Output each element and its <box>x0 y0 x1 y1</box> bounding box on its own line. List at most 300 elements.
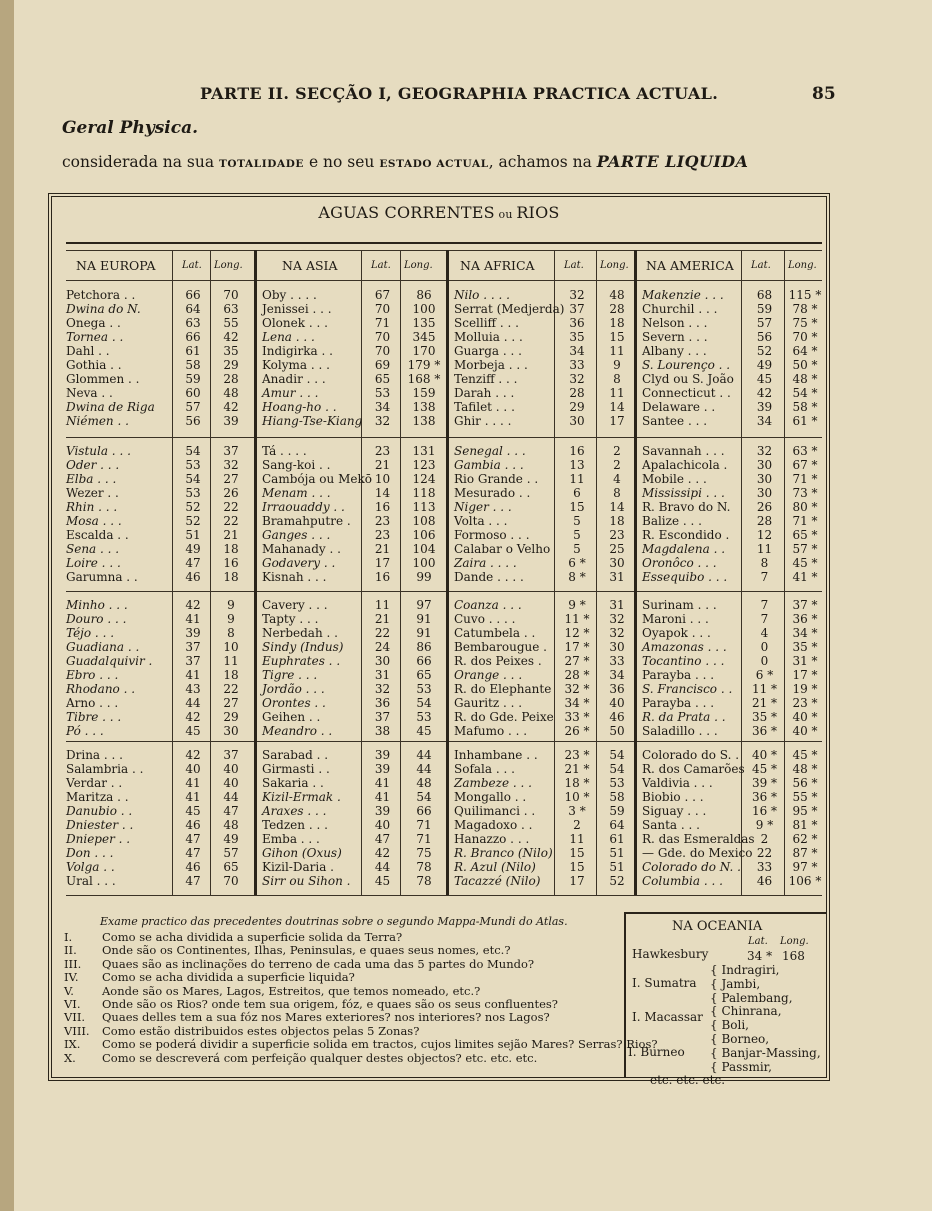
river-long: 42 <box>223 400 239 415</box>
river-lat: 16 <box>569 444 585 458</box>
river-long: 59 <box>609 804 625 819</box>
river-name: S. Lourenço . . <box>642 358 731 373</box>
header-america-long: Long. <box>788 260 817 271</box>
river-name: Formoso . . . <box>454 528 530 543</box>
river-name: Tenziff . . . <box>454 372 518 387</box>
river-long: 11 <box>609 344 625 359</box>
river-lat: 46 <box>756 874 773 889</box>
question-number: IV. <box>64 970 79 985</box>
binding-edge <box>0 0 14 1211</box>
river-lat: 7 <box>760 570 769 585</box>
river-long: 64 <box>609 818 625 833</box>
river-long: 37 <box>223 748 239 762</box>
river-name: Orange . . . <box>454 668 523 683</box>
river-lat: 41 <box>185 790 201 805</box>
question-text: Como se descreverá com perfeição qualquer destes objectos? etc. etc. etc. <box>102 1050 538 1065</box>
river-lat: 33 <box>569 358 585 373</box>
river-lat: 6 * <box>568 556 586 571</box>
river-name: Rio Grande . . <box>454 472 539 487</box>
intro-text-2: e no seu <box>304 153 380 171</box>
river-lat: 16 * <box>751 804 778 819</box>
river-lat: 37 <box>374 710 391 725</box>
intro-line <box>62 152 748 171</box>
river-lat: 9 * <box>568 598 586 612</box>
table-title-end: RIOS <box>516 203 560 222</box>
river-long: 54 <box>416 790 432 805</box>
river-long: 179 * <box>407 358 441 373</box>
river-name: Darah . . . <box>454 386 515 401</box>
question-text: Como se acha dividida a superficie liquida? <box>102 970 355 985</box>
header-europe-long: Long. <box>214 260 243 271</box>
river-long: 9 <box>613 358 621 373</box>
river-long: 14 <box>609 500 625 515</box>
river-name: Euphrates . . <box>262 654 341 669</box>
river-lat: 47 <box>185 832 201 847</box>
river-name: Magadoxo . . <box>454 818 533 833</box>
header-top-rule <box>66 250 822 251</box>
river-long: 71 * <box>792 514 818 529</box>
river-lat: 53 <box>374 386 391 401</box>
river-name: Rhin . . . <box>66 500 118 515</box>
river-long: 87 * <box>792 846 818 861</box>
header-europe-lat: Lat. <box>182 260 202 271</box>
river-name: Dande . . . . <box>454 570 524 585</box>
river-name: Delaware . . <box>642 400 716 415</box>
river-name: Hiang-Tse-Kiang <box>262 414 363 429</box>
header-asia: NA ASIA <box>282 258 338 273</box>
river-lat: 16 <box>374 500 391 515</box>
river-long: 70 <box>223 874 239 889</box>
river-long: 345 <box>412 330 436 345</box>
river-long: 54 <box>609 762 625 777</box>
river-name: Ebro . . . <box>66 668 119 683</box>
oceania-sumatra: I. Sumatra <box>632 976 697 990</box>
river-long: 49 <box>223 832 239 847</box>
river-name: Olonek . . . <box>262 316 328 331</box>
question-text: Quaes são as inclinações do terreno de cada uma das 5 partes do Mundo? <box>102 956 535 971</box>
river-long: 48 * <box>792 762 818 777</box>
river-lat: 40 * <box>751 748 778 762</box>
river-lat: 32 <box>569 288 585 302</box>
river-long: 61 * <box>792 414 818 429</box>
river-name: Sofala . . . <box>454 762 515 777</box>
river-lat: 4 <box>760 626 769 641</box>
river-name: Volga . . <box>66 860 115 875</box>
river-long: 78 * <box>792 302 818 317</box>
river-lat: 47 <box>374 832 391 847</box>
river-long: 45 <box>416 724 432 739</box>
river-name: R. Bravo do N. <box>642 500 731 515</box>
river-long: 55 <box>223 316 239 331</box>
river-lat: 21 <box>374 612 391 627</box>
river-long: 65 <box>416 668 432 683</box>
running-head: PARTE II. SECÇÃO I, GEOGRAPHIA PRACTICA ACTUAL. <box>200 84 719 103</box>
river-lat: 37 <box>185 654 201 669</box>
river-long: 44 <box>416 748 432 762</box>
river-long: 51 <box>609 846 625 861</box>
river-long: 118 <box>412 486 436 501</box>
river-lat: 54 <box>185 472 201 487</box>
river-long: 18 <box>609 316 625 331</box>
river-long: 106 * <box>788 874 822 889</box>
river-lat: 30 <box>756 458 773 473</box>
river-lat: 70 <box>374 344 391 359</box>
river-long: 29 <box>223 358 239 373</box>
river-name: Tigre . . . <box>262 668 318 683</box>
river-lat: 34 <box>756 414 773 429</box>
river-long: 18 <box>223 570 239 585</box>
river-long: 168 * <box>407 372 441 387</box>
question-text: Como se poderá dividir a superficie solida em tractos, cujos limites sejão Mares? Serras? Rios? <box>102 1037 658 1052</box>
river-lat: 46 <box>185 860 201 875</box>
river-long: 18 <box>223 668 239 683</box>
river-lat: 34 * <box>564 696 590 711</box>
col-rule-africa-long <box>596 250 597 895</box>
river-name: Minho . . . <box>66 598 128 612</box>
table-title <box>48 203 830 222</box>
river-name: Zambeze . . . <box>454 776 532 791</box>
question-text: Onde são os Rios? onde tem sua origem, fóz, e quaes são os seus confluentes? <box>102 997 558 1011</box>
river-long: 35 * <box>792 640 818 655</box>
river-lat: 37 <box>185 640 201 655</box>
river-name: Savannah . . . <box>642 444 725 458</box>
river-name: Jordão . . . <box>262 682 325 697</box>
river-name: Apalachicola . <box>642 458 728 473</box>
river-long: 26 <box>223 486 239 501</box>
river-lat: 17 * <box>564 640 590 655</box>
col-rule-asia-start <box>254 250 257 895</box>
river-lat: 11 <box>569 832 585 847</box>
question-number: II. <box>64 943 77 958</box>
river-long: 86 <box>416 288 432 302</box>
river-name: Bembarougue . <box>454 640 547 655</box>
river-lat: 36 * <box>751 790 778 805</box>
river-name: R. da Prata . . <box>642 710 726 725</box>
river-name: Guadalquivir . <box>66 654 153 669</box>
river-long: 15 <box>609 330 625 345</box>
river-lat: 11 <box>756 542 773 557</box>
river-long: 25 <box>609 542 625 557</box>
river-lat: 54 <box>185 444 201 458</box>
river-long: 138 <box>412 414 436 429</box>
river-name: Sarabad . . <box>262 748 329 762</box>
river-long: 2 <box>613 458 621 473</box>
river-lat: 0 <box>760 640 769 655</box>
river-name: Gihon (Oxus) <box>262 846 342 861</box>
river-name: Tibre . . . <box>66 710 122 725</box>
river-lat: 60 <box>185 386 201 401</box>
river-lat: 58 <box>185 358 201 373</box>
river-lat: 30 <box>374 654 391 669</box>
river-lat: 39 <box>756 400 773 415</box>
river-lat: 9 * <box>755 818 774 833</box>
river-name: Onega . . <box>66 316 121 331</box>
river-name: Kizil-Ermak . <box>262 790 341 805</box>
river-name: Essequibo . . . <box>642 570 728 585</box>
river-name: Amazonas . . . <box>642 640 727 655</box>
river-lat: 15 <box>569 846 585 861</box>
table-bottom-rule <box>66 895 822 896</box>
river-long: 64 * <box>792 344 818 359</box>
river-long: 124 <box>412 472 436 487</box>
river-lat: 2 <box>760 832 769 847</box>
river-long: 30 <box>223 724 239 739</box>
river-name: Oder . . . <box>66 458 120 473</box>
question-number: X. <box>64 1050 76 1065</box>
river-name: Bramahputre . <box>262 514 351 529</box>
river-lat: 39 <box>374 762 391 777</box>
river-lat: 21 <box>374 542 391 557</box>
river-name: Oby . . . . <box>262 288 317 302</box>
river-lat: 57 <box>756 316 773 331</box>
river-long: 36 * <box>792 612 818 627</box>
river-lat: 35 * <box>751 710 778 725</box>
river-lat: 3 * <box>568 804 586 819</box>
river-lat: 46 <box>185 818 201 833</box>
intro-estado-actual: ESTADO ACTUAL <box>379 158 489 170</box>
river-name: Gambia . . . <box>454 458 524 473</box>
intro-text-3: , achamos na <box>488 153 597 171</box>
oceania-river: { Indragiri, <box>710 963 780 977</box>
river-name: Hoang-ho . . <box>262 400 337 415</box>
river-long: 53 <box>609 776 625 791</box>
river-lat: 32 <box>756 444 773 458</box>
river-name: Serrat (Medjerda) <box>454 302 565 317</box>
river-long: 48 <box>223 386 239 401</box>
river-name: Pó . . . <box>66 724 104 739</box>
river-long: 54 * <box>792 386 818 401</box>
river-name: Girmasti . . <box>262 762 330 777</box>
river-long: 42 <box>223 330 239 345</box>
river-name: Mafumo . . . <box>454 724 528 739</box>
river-lat: 39 <box>374 804 391 819</box>
river-name: Garumna . . <box>66 570 138 585</box>
river-lat: 41 <box>185 612 201 627</box>
river-lat: 8 * <box>568 570 586 585</box>
river-lat: 37 <box>569 302 585 317</box>
river-long: 81 * <box>792 818 818 833</box>
river-lat: 26 <box>756 500 773 515</box>
river-name: Menam . . . <box>262 486 331 501</box>
river-long: 75 <box>416 846 432 861</box>
river-long: 21 <box>223 528 239 543</box>
river-lat: 23 <box>374 514 391 529</box>
river-long: 48 <box>223 818 239 833</box>
river-name: Cambója ou Mekō <box>262 472 372 487</box>
river-long: 8 <box>227 626 235 641</box>
col-rule-asia-lat <box>361 250 362 895</box>
table-title-ou: ou <box>494 208 517 221</box>
river-long: 33 <box>609 654 625 669</box>
river-lat: 30 <box>569 414 585 429</box>
river-name: R. Branco (Nilo) <box>454 846 553 861</box>
river-lat: 16 <box>374 570 391 585</box>
river-lat: 39 <box>374 748 391 762</box>
header-africa-long: Long. <box>600 260 629 271</box>
col-rule-africa-start <box>446 250 449 895</box>
river-name: R. das Esmeraldas <box>642 832 755 847</box>
river-lat: 15 <box>569 500 585 515</box>
river-lat: 53 <box>185 486 201 501</box>
river-name: Santa . . . <box>642 818 700 833</box>
river-lat: 2 <box>573 818 581 833</box>
river-lat: 45 <box>374 874 391 889</box>
river-long: 63 <box>223 302 239 317</box>
river-name: R. do Elephante <box>454 682 552 697</box>
river-long: 123 <box>412 458 436 473</box>
river-long: 95 * <box>792 804 818 819</box>
river-name: Orontes . . <box>262 696 326 711</box>
river-lat: 18 * <box>564 776 590 791</box>
header-asia-long: Long. <box>404 260 433 271</box>
river-lat: 10 * <box>564 790 590 805</box>
river-long: 70 * <box>792 330 818 345</box>
river-name: Danubio . . <box>66 804 133 819</box>
river-long: 71 <box>416 818 432 833</box>
river-name: Lena . . . <box>262 330 315 345</box>
oceania-river: { Passmir, <box>710 1060 772 1074</box>
question-number: VIII. <box>64 1023 90 1038</box>
river-name: Tocantino . . . <box>642 654 725 669</box>
river-long: 58 <box>609 790 625 805</box>
river-long: 14 <box>609 400 625 415</box>
question-text: Aonde são os Mares, Lagos, Estreitos, que temos nomeado, etc.? <box>102 983 481 998</box>
river-long: 18 <box>223 542 239 557</box>
intro-text-1: considerada na sua <box>62 153 219 171</box>
river-name: Ghir . . . . <box>454 414 512 429</box>
title-rule <box>66 242 822 244</box>
river-long: 9 <box>227 598 235 612</box>
river-long: 31 <box>609 570 625 585</box>
river-long: 19 * <box>792 682 818 697</box>
river-long: 104 <box>412 542 436 557</box>
river-lat: 71 <box>374 316 391 331</box>
river-lat: 66 <box>185 330 201 345</box>
river-long: 18 <box>609 514 625 529</box>
intro-parte-liquida: PARTE LIQUIDA <box>596 152 749 171</box>
river-lat: 12 * <box>564 626 590 641</box>
river-long: 11 <box>223 654 239 669</box>
river-name: Siguay . . . <box>642 804 707 819</box>
river-lat: 5 <box>573 542 581 557</box>
river-long: 71 * <box>792 472 818 487</box>
river-lat: 42 <box>185 748 201 762</box>
river-lat: 41 <box>185 776 201 791</box>
river-lat: 24 <box>374 640 391 655</box>
river-name: Arno . . . <box>66 696 119 711</box>
river-long: 100 <box>412 556 436 571</box>
river-long: 73 * <box>792 486 818 501</box>
river-name: Coanza . . . <box>454 598 522 612</box>
river-name: Dahl . . <box>66 344 110 359</box>
river-long: 10 <box>223 640 239 655</box>
river-name: Geihen . . <box>262 710 321 725</box>
river-name: Parayba . . . <box>642 696 715 711</box>
river-name: Nelson . . . <box>642 316 708 331</box>
col-rule-europe-long <box>210 250 211 895</box>
river-name: Drina . . . <box>66 748 123 762</box>
river-lat: 31 <box>374 668 391 683</box>
river-lat: 11 <box>374 598 391 612</box>
river-name: Araxes . . . <box>262 804 327 819</box>
river-lat: 32 <box>374 682 391 697</box>
river-lat: 26 * <box>564 724 590 739</box>
river-long: 50 * <box>792 358 818 373</box>
river-lat: 47 <box>185 846 201 861</box>
river-long: 52 <box>609 874 625 889</box>
river-lat: 17 <box>374 556 391 571</box>
river-lat: 42 <box>374 846 391 861</box>
river-name: Glommen . . <box>66 372 140 387</box>
river-long: 97 <box>416 598 432 612</box>
river-long: 65 * <box>792 528 818 543</box>
river-lat: 47 <box>185 874 201 889</box>
river-long: 32 <box>223 458 239 473</box>
river-long: 28 <box>609 302 625 317</box>
header-asia-lat: Lat. <box>371 260 391 271</box>
river-lat: 12 <box>756 528 773 543</box>
river-name: Wezer . . <box>66 486 119 501</box>
river-long: 61 <box>609 832 625 847</box>
river-lat: 13 <box>569 458 585 473</box>
river-name: Inhambane . . <box>454 748 538 762</box>
river-name: Mesurado . . <box>454 486 531 501</box>
river-lat: 40 <box>374 818 391 833</box>
river-long: 91 <box>416 626 432 641</box>
river-lat: 61 <box>185 344 201 359</box>
river-lat: 5 <box>573 528 581 543</box>
river-long: 80 * <box>792 500 818 515</box>
question-number: III. <box>64 956 82 971</box>
river-long: 138 <box>412 400 436 415</box>
oceania-hawkesbury: Hawkesbury <box>632 947 709 961</box>
river-long: 27 <box>223 472 239 487</box>
river-lat: 49 <box>185 542 201 557</box>
river-name: Sindy (Indus) <box>262 640 344 655</box>
river-lat: 66 <box>185 288 201 302</box>
river-lat: 23 <box>374 444 391 458</box>
river-long: 57 <box>223 846 239 861</box>
river-lat: 22 <box>756 846 773 861</box>
river-name: Albany . . . <box>642 344 707 359</box>
river-lat: 39 <box>185 626 201 641</box>
river-name: Gothia . . <box>66 358 122 373</box>
river-lat: 30 <box>756 486 773 501</box>
river-name: Sakaria . . <box>262 776 324 791</box>
river-lat: 70 <box>374 302 391 317</box>
river-name: Connecticut . . <box>642 386 731 401</box>
river-name: Columbia . . . <box>642 874 723 889</box>
river-name: Makenzie . . . <box>642 288 724 302</box>
river-name: Hanazzo . . . <box>454 832 530 847</box>
river-long: 50 <box>609 724 625 739</box>
river-name: Tá . . . . <box>262 444 307 458</box>
river-name: Loire . . . <box>66 556 121 571</box>
river-long: 8 <box>613 486 621 501</box>
river-name: R. do Gde. Peixe <box>454 710 554 725</box>
question-number: V. <box>64 983 74 998</box>
river-lat: 27 * <box>564 654 590 669</box>
river-name: Molluia . . . <box>454 330 523 345</box>
river-name: Emba . . . <box>262 832 320 847</box>
river-name: Nilo . . . . <box>454 288 510 302</box>
river-name: Quilimanci . . <box>454 804 536 819</box>
exam-title: Exame practico das precedentes doutrinas sobre o segundo Mappa-Mundi do Atlas. <box>100 915 568 928</box>
header-america: NA AMERICA <box>646 258 734 273</box>
river-lat: 42 <box>756 386 773 401</box>
river-long: 40 * <box>792 724 818 739</box>
river-long: 41 * <box>792 570 818 585</box>
